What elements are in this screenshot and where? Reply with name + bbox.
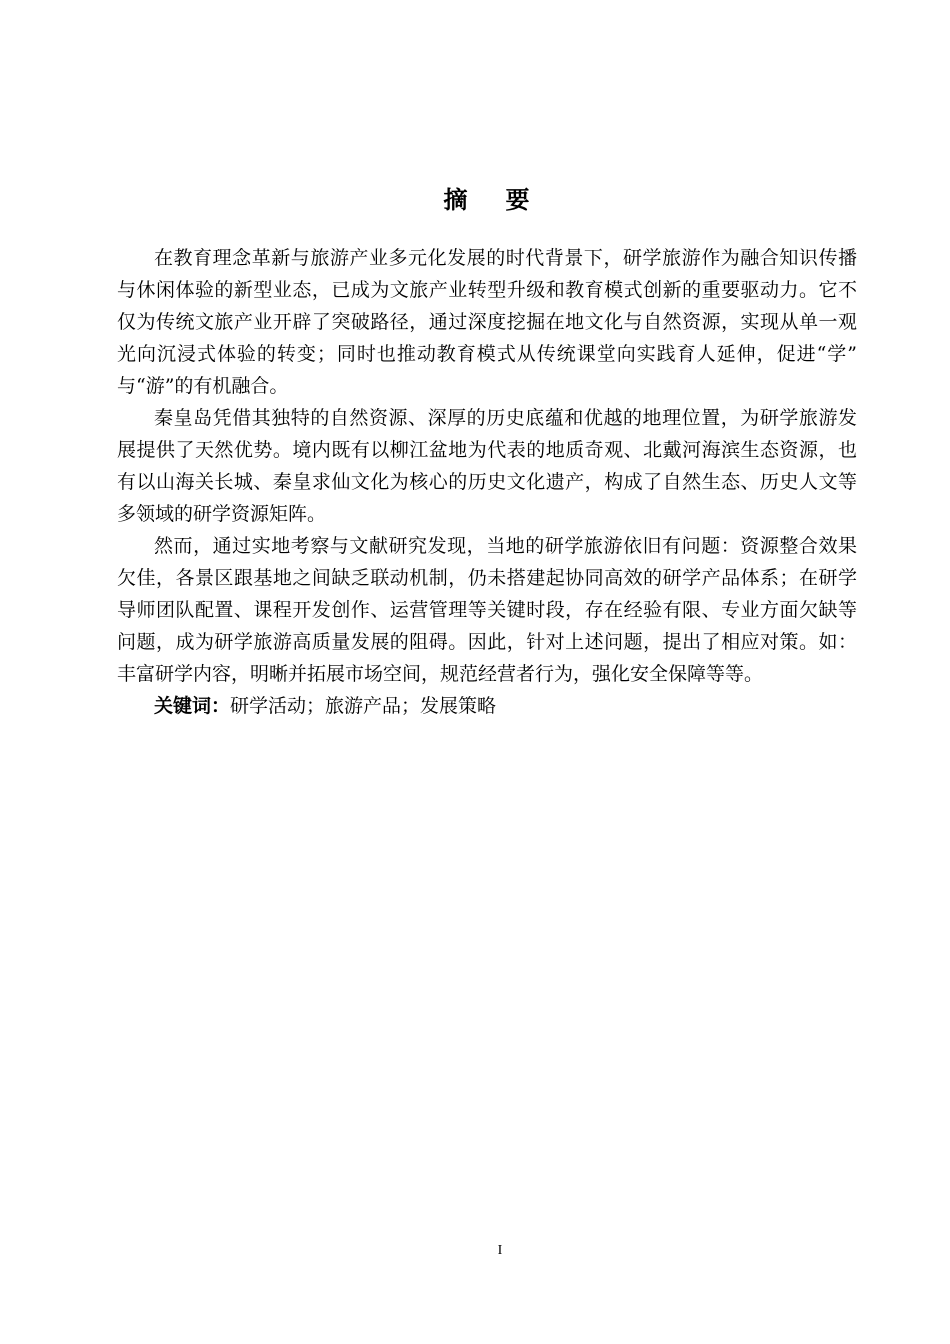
text-line: 问题，成为研学旅游高质量发展的阻碍。因此，针对上述问题，提出了相应对策。如： — [117, 631, 857, 653]
text-line: 秦皇岛凭借其独特的自然资源、深厚的历史底蕴和优越的地理位置，为研学旅游发 — [154, 407, 857, 429]
paragraph — [117, 242, 857, 402]
keywords-value: 研学活动；旅游产品；发展策略 — [230, 695, 497, 717]
text-line: 多领域的研学资源矩阵。 — [117, 503, 327, 525]
paragraph — [117, 530, 857, 690]
text-line: 光向沉浸式体验的转变；同时也推动教育模式从传统课堂向实践育人延伸，促进“学” — [117, 343, 857, 365]
title-char: 要 — [505, 186, 532, 214]
text-line: 然而，通过实地考察与文献研究发现，当地的研学旅游依旧有问题：资源整合效果 — [154, 535, 857, 557]
text-line: 欠佳，各景区跟基地之间缺乏联动机制，仍未搭建起协同高效的研学产品体系；在研学 — [117, 567, 857, 589]
page-title — [0, 180, 950, 215]
keywords-label: 关键词： — [154, 695, 231, 717]
text-line: 与休闲体验的新型业态，已成为文旅产业转型升级和教育模式创新的重要驱动力。它不 — [117, 279, 857, 301]
paragraph — [117, 402, 857, 530]
text-line: 丰富研学内容，明晰并拓展市场空间，规范经营者行为，强化安全保障等等。 — [117, 663, 764, 685]
text-line: 展提供了天然优势。境内既有以柳江盆地为代表的地质奇观、北戴河海滨生态资源，也 — [117, 439, 857, 461]
text-line: 有以山海关长城、秦皇求仙文化为核心的历史文化遗产，构成了自然生态、历史人文等 — [117, 471, 857, 493]
text-line: 导师团队配置、课程开发创作、运营管理等关键时段，存在经验有限、专业方面欠缺等 — [117, 599, 857, 621]
keywords — [117, 690, 857, 722]
abstract-body — [117, 242, 857, 722]
text-line: 与“游”的有机融合。 — [117, 375, 289, 397]
page-number: I — [497, 1243, 503, 1258]
title-char: 摘 — [443, 186, 470, 214]
text-line: 在教育理念革新与旅游产业多元化发展的时代背景下，研学旅游作为融合知识传播 — [154, 247, 857, 269]
text-line: 仅为传统文旅产业开辟了突破路径，通过深度挖掘在地文化与自然资源，实现从单一观 — [117, 311, 857, 333]
